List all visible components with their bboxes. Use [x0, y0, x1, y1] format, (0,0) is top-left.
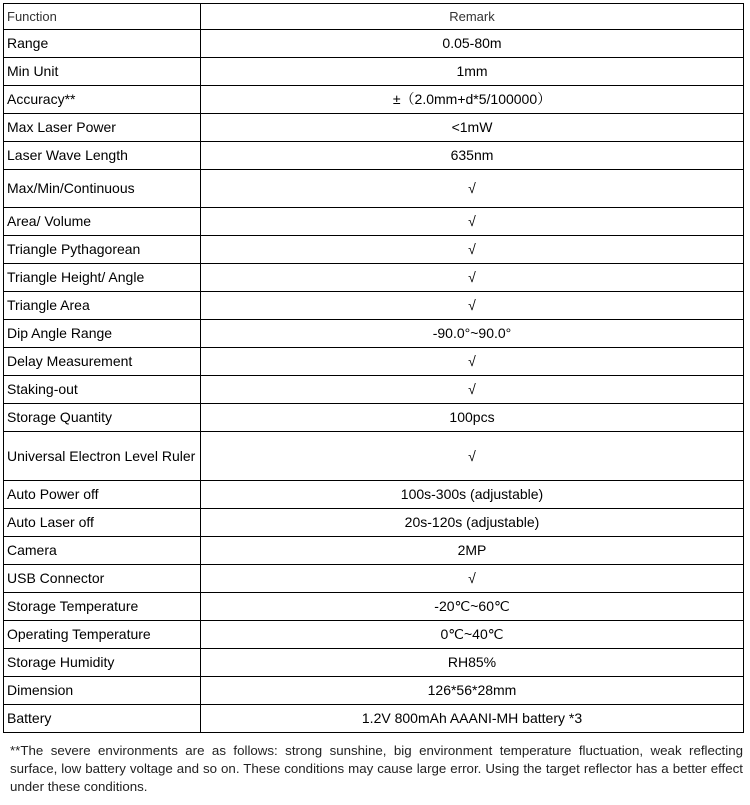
table-row: [4, 292, 744, 320]
remark-cell: 20s-120s (adjustable): [201, 509, 744, 537]
function-cell: Storage Humidity: [4, 649, 201, 677]
function-cell: Auto Power off: [4, 481, 201, 509]
function-cell: Min Unit: [4, 58, 201, 86]
function-cell: Dip Angle Range: [4, 320, 201, 348]
function-cell: USB Connector: [4, 565, 201, 593]
table-row: [4, 677, 744, 705]
remark-cell: 100s-300s (adjustable): [201, 481, 744, 509]
table-row: [4, 114, 744, 142]
remark-cell: 2MP: [201, 537, 744, 565]
remark-cell: 1.2V 800mAh AAANI-MH battery *3: [201, 705, 744, 733]
function-cell: Auto Laser off: [4, 509, 201, 537]
table-row: [4, 30, 744, 58]
function-cell: Area/ Volume: [4, 208, 201, 236]
table-row: [4, 481, 744, 509]
function-cell: Triangle Height/ Angle: [4, 264, 201, 292]
remark-cell: RH85%: [201, 649, 744, 677]
function-cell: Max/Min/Continuous: [4, 170, 201, 208]
function-cell: Staking-out: [4, 376, 201, 404]
function-cell: Triangle Pythagorean: [4, 236, 201, 264]
table-row: [4, 537, 744, 565]
remark-cell: √: [201, 292, 744, 320]
table-row: [4, 170, 744, 208]
function-cell: Storage Quantity: [4, 404, 201, 432]
table-row: [4, 208, 744, 236]
table-row: [4, 509, 744, 537]
function-cell: Storage Temperature: [4, 593, 201, 621]
remark-cell: √: [201, 264, 744, 292]
table-row: [4, 58, 744, 86]
function-cell: Operating Temperature: [4, 621, 201, 649]
table-row: [4, 142, 744, 170]
function-cell: Battery: [4, 705, 201, 733]
function-cell: Max Laser Power: [4, 114, 201, 142]
function-cell: Delay Measurement: [4, 348, 201, 376]
remark-cell: √: [201, 348, 744, 376]
function-cell: Accuracy**: [4, 86, 201, 114]
table-row: [4, 621, 744, 649]
function-cell: Triangle Area: [4, 292, 201, 320]
remark-cell: -20℃~60℃: [201, 593, 744, 621]
table-row: [4, 649, 744, 677]
remark-cell: √: [201, 376, 744, 404]
remark-cell: ±（2.0mm+d*5/100000）: [201, 86, 744, 114]
table-row: [4, 593, 744, 621]
function-cell: Universal Electron Level Ruler: [4, 432, 201, 481]
remark-cell: √: [201, 208, 744, 236]
table-row: [4, 236, 744, 264]
function-cell: Laser Wave Length: [4, 142, 201, 170]
table-row: [4, 320, 744, 348]
table-row: [4, 404, 744, 432]
remark-cell: √: [201, 565, 744, 593]
remark-cell: 635nm: [201, 142, 744, 170]
remark-cell: 100pcs: [201, 404, 744, 432]
table-row: [4, 264, 744, 292]
remark-cell: -90.0°~90.0°: [201, 320, 744, 348]
header-remark: Remark: [201, 4, 744, 30]
remark-cell: 0.05-80m: [201, 30, 744, 58]
remark-cell: 126*56*28mm: [201, 677, 744, 705]
table-row: [4, 376, 744, 404]
table-header: [4, 4, 744, 30]
header-function: Function: [4, 4, 201, 30]
remark-cell: √: [201, 236, 744, 264]
table-row: [4, 705, 744, 733]
function-cell: Dimension: [4, 677, 201, 705]
spec-table: [3, 3, 744, 733]
remark-cell: <1mW: [201, 114, 744, 142]
table-row: [4, 86, 744, 114]
remark-cell: 0℃~40℃: [201, 621, 744, 649]
remark-cell: 1mm: [201, 58, 744, 86]
table-row: [4, 565, 744, 593]
function-cell: Range: [4, 30, 201, 58]
footnote: **The severe environments are as follows: strong sunshine, big environment temperature fluctuation, weak reflecting surface, low battery voltage and so on. These conditions may cause large error. Using the target reflector has a better effect under these conditions.: [10, 743, 743, 794]
remark-cell: √: [201, 170, 744, 208]
remark-cell: √: [201, 432, 744, 481]
function-cell: Camera: [4, 537, 201, 565]
table-row: [4, 432, 744, 481]
table-row: [4, 348, 744, 376]
